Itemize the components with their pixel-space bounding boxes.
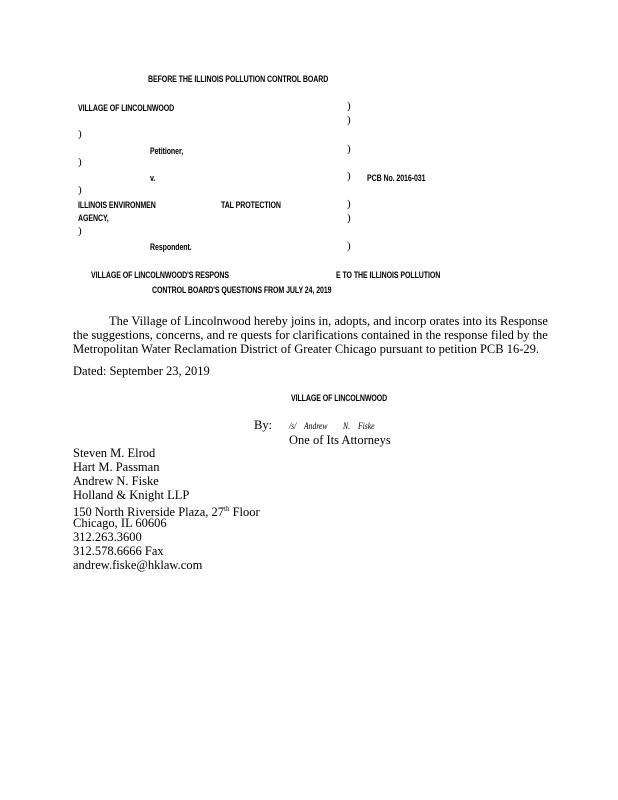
document-title-line2: CONTROL BOARD'S QUESTIONS FROM JULY 24, 2019 — [152, 285, 332, 295]
address-floor: Floor — [229, 505, 260, 519]
contact-email: andrew.fiske@hklaw.com — [73, 558, 203, 572]
signature-last: Fiske — [358, 421, 375, 431]
caption-paren: ) — [78, 184, 82, 196]
date-line: Dated: September 23, 2019 — [73, 364, 210, 378]
document-title: VILLAGE OF LINCOLNWOOD'S RESPONS — [91, 270, 230, 280]
contact-fax: 312.578.6666 Fax — [73, 544, 164, 558]
respondent-name: ILLINOIS ENVIRONMEN — [78, 200, 156, 210]
address-street: 150 North Riverside Plaza, 27 — [73, 505, 225, 519]
address-ordinal: th — [224, 505, 230, 513]
contact-name-2: Hart M. Passman — [73, 460, 160, 474]
caption-paren: ) — [78, 128, 82, 140]
body-line-2: the suggestions, concerns, and re quests for clarifications contained in the response filed by the — [73, 328, 548, 342]
contact-name-3: Andrew N. Fiske — [73, 474, 159, 488]
by-label: By: — [254, 418, 273, 432]
court-heading: BEFORE THE ILLINOIS POLLUTION CONTROL BOARD — [148, 74, 329, 84]
signature-entity: VILLAGE OF LINCOLNWOOD — [291, 393, 388, 403]
petitioner-role: Petitioner, — [150, 146, 184, 156]
petitioner-name: VILLAGE OF LINCOLNWOOD — [78, 103, 175, 113]
contact-firm: Holland & Knight LLP — [73, 488, 190, 502]
contact-phone: 312.263.3600 — [73, 530, 142, 544]
caption-paren: ) — [347, 170, 351, 182]
body-line-3: Metropolitan Water Reclamation District of Greater Chicago pursuant to petition PCB 16-29. — [73, 342, 540, 356]
signature-middle: N. — [343, 421, 351, 431]
signature-first: Andrew — [304, 421, 328, 431]
body-line-1: The Village of Lincolnwood hereby joins in, adopts, and incorp orates into its Response — [109, 314, 548, 328]
respondent-name-line2: AGENCY, — [78, 213, 109, 223]
caption-paren: ) — [347, 212, 351, 224]
versus: v. — [150, 173, 156, 183]
caption-paren: ) — [347, 198, 351, 210]
caption-paren: ) — [78, 225, 82, 237]
respondent-role: Respondent. — [150, 242, 192, 252]
caption-paren: ) — [347, 100, 351, 112]
contact-city: Chicago, IL 60606 — [73, 516, 167, 530]
signature-mark: /s/ — [289, 421, 297, 431]
caption-paren: ) — [347, 240, 351, 252]
caption-paren: ) — [78, 156, 82, 168]
respondent-name-cont: TAL PROTECTION — [221, 200, 281, 210]
case-number: PCB No. 2016-031 — [367, 173, 426, 183]
caption-paren: ) — [347, 143, 351, 155]
signature-role: One of Its Attorneys — [289, 433, 391, 447]
caption-paren: ) — [347, 114, 351, 126]
document-title-cont: E TO THE ILLINOIS POLLUTION — [336, 270, 441, 280]
contact-name-1: Steven M. Elrod — [73, 446, 156, 460]
